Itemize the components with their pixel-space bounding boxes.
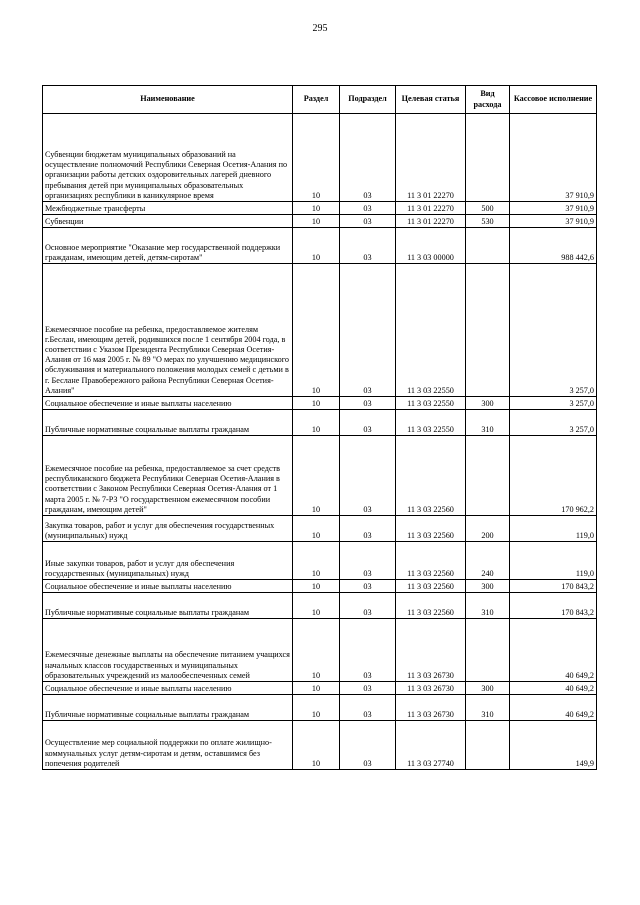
row-type xyxy=(466,619,510,682)
row-name: Социальное обеспечение и иные выплаты населению xyxy=(43,397,293,410)
table-row xyxy=(43,228,597,264)
row-name: Иные закупки товаров, работ и услуг для обеспечения государственных (муниципальных) нужд xyxy=(43,542,293,580)
row-section: 10 xyxy=(293,619,340,682)
row-exec: 40 649,2 xyxy=(510,682,597,695)
row-type: 200 xyxy=(466,516,510,542)
row-type: 500 xyxy=(466,202,510,215)
row-target: 11 3 03 22560 xyxy=(396,580,466,593)
row-subsection: 03 xyxy=(340,410,396,436)
row-section: 10 xyxy=(293,542,340,580)
row-subsection: 03 xyxy=(340,542,396,580)
row-name: Ежемесячное пособие на ребенка, предоставляемое жителям г.Беслан, имеющим детей, родившихся после 1 сентября 2004 года, в соответствии с Указом Президента Республики Северная Осетия-Алания от 16 мая 2005 г. № 89 "О мерах по улучшению медицинского обслуживания и материального положения молодых семей с детьми в г. Беслане Правобережного района Республики Северная Осетия-Алания" xyxy=(43,264,293,397)
row-target: 11 3 01 22270 xyxy=(396,215,466,228)
row-section: 10 xyxy=(293,397,340,410)
row-name: Субвенции бюджетам муниципальных образований на осуществление полномочий Республики Северная Осетия-Алания по организации работы детских оздоровительных лагерей дневного пребывания детей при муниципальных образовательных организациях республики в каникулярное время xyxy=(43,114,293,202)
row-exec: 37 910,9 xyxy=(510,215,597,228)
row-target: 11 3 03 22550 xyxy=(396,397,466,410)
row-target: 11 3 03 26730 xyxy=(396,682,466,695)
header-section: Раздел xyxy=(293,86,340,114)
row-section: 10 xyxy=(293,264,340,397)
page-number: 295 xyxy=(312,23,328,34)
row-target: 11 3 03 27740 xyxy=(396,721,466,770)
table-row xyxy=(43,721,597,770)
row-exec: 3 257,0 xyxy=(510,264,597,397)
row-exec: 40 649,2 xyxy=(510,619,597,682)
row-name: Публичные нормативные социальные выплаты гражданам xyxy=(43,593,293,619)
header-exec: Кассовое исполнение xyxy=(510,86,597,114)
row-subsection: 03 xyxy=(340,580,396,593)
row-target: 11 3 01 22270 xyxy=(396,202,466,215)
table-row xyxy=(43,542,597,580)
row-exec: 37 910,9 xyxy=(510,202,597,215)
row-exec: 170 843,2 xyxy=(510,593,597,619)
table-row xyxy=(43,264,597,397)
header-target: Целевая статья xyxy=(396,86,466,114)
row-name: Межбюджетные трансферты xyxy=(43,202,293,215)
header-name: Наименование xyxy=(43,86,293,114)
header-subsection: Подраздел xyxy=(340,86,396,114)
row-target: 11 3 03 22560 xyxy=(396,542,466,580)
table-row xyxy=(43,202,597,215)
table-row xyxy=(43,215,597,228)
row-exec: 119,0 xyxy=(510,542,597,580)
row-section: 10 xyxy=(293,695,340,721)
row-exec: 988 442,6 xyxy=(510,228,597,264)
row-section: 10 xyxy=(293,580,340,593)
row-subsection: 03 xyxy=(340,721,396,770)
row-exec: 40 649,2 xyxy=(510,695,597,721)
table-row xyxy=(43,410,597,436)
row-target: 11 3 03 22560 xyxy=(396,436,466,516)
row-section: 10 xyxy=(293,202,340,215)
row-section: 10 xyxy=(293,682,340,695)
row-subsection: 03 xyxy=(340,228,396,264)
table-row xyxy=(43,114,597,202)
row-target: 11 3 03 26730 xyxy=(396,695,466,721)
row-subsection: 03 xyxy=(340,593,396,619)
row-type: 310 xyxy=(466,410,510,436)
row-section: 10 xyxy=(293,593,340,619)
row-type: 530 xyxy=(466,215,510,228)
table-row xyxy=(43,619,597,682)
row-exec: 170 843,2 xyxy=(510,580,597,593)
row-subsection: 03 xyxy=(340,397,396,410)
row-type: 300 xyxy=(466,682,510,695)
row-target: 11 3 03 22560 xyxy=(396,516,466,542)
row-type: 240 xyxy=(466,542,510,580)
row-target: 11 3 03 22550 xyxy=(396,410,466,436)
row-name: Закупка товаров, работ и услуг для обеспечения государственных (муниципальных) нужд xyxy=(43,516,293,542)
row-section: 10 xyxy=(293,721,340,770)
row-name: Основное мероприятие "Оказание мер государственной поддержки гражданам, имеющим детей, детям-сиротам" xyxy=(43,228,293,264)
row-exec: 119,0 xyxy=(510,516,597,542)
row-name: Публичные нормативные социальные выплаты гражданам xyxy=(43,695,293,721)
row-name: Ежемесячные денежные выплаты на обеспечение питанием учащихся начальных классов государственных и муниципальных образовательных учреждений из малообеспеченных семей xyxy=(43,619,293,682)
header-type: Вид расхода xyxy=(466,86,510,114)
row-subsection: 03 xyxy=(340,682,396,695)
table-row xyxy=(43,695,597,721)
row-subsection: 03 xyxy=(340,114,396,202)
row-exec: 149,9 xyxy=(510,721,597,770)
row-subsection: 03 xyxy=(340,619,396,682)
table-row xyxy=(43,593,597,619)
table-row xyxy=(43,516,597,542)
row-type xyxy=(466,228,510,264)
budget-table xyxy=(42,85,597,770)
row-target: 11 3 01 22270 xyxy=(396,114,466,202)
row-type: 300 xyxy=(466,580,510,593)
row-subsection: 03 xyxy=(340,516,396,542)
row-section: 10 xyxy=(293,215,340,228)
table-row xyxy=(43,580,597,593)
row-section: 10 xyxy=(293,114,340,202)
row-target: 11 3 03 00000 xyxy=(396,228,466,264)
row-name: Публичные нормативные социальные выплаты гражданам xyxy=(43,410,293,436)
row-target: 11 3 03 22560 xyxy=(396,593,466,619)
row-exec: 170 962,2 xyxy=(510,436,597,516)
table-row xyxy=(43,436,597,516)
row-target: 11 3 03 22550 xyxy=(396,264,466,397)
row-exec: 3 257,0 xyxy=(510,397,597,410)
row-type: 310 xyxy=(466,593,510,619)
table-row xyxy=(43,682,597,695)
row-subsection: 03 xyxy=(340,264,396,397)
row-subsection: 03 xyxy=(340,695,396,721)
row-type xyxy=(466,721,510,770)
row-type xyxy=(466,264,510,397)
row-subsection: 03 xyxy=(340,202,396,215)
row-section: 10 xyxy=(293,228,340,264)
row-exec: 3 257,0 xyxy=(510,410,597,436)
row-subsection: 03 xyxy=(340,215,396,228)
row-name: Осуществление мер социальной поддержки по оплате жилищно-коммунальных услуг детям-сиротам и детям, оставшимся без попечения родителей xyxy=(43,721,293,770)
row-type xyxy=(466,114,510,202)
row-target: 11 3 03 26730 xyxy=(396,619,466,682)
row-name: Социальное обеспечение и иные выплаты населению xyxy=(43,580,293,593)
table-header-row xyxy=(43,86,597,114)
row-name: Ежемесячное пособие на ребенка, предоставляемое за счет средств республиканского бюджета Республики Северная Осетия-Алания в соответствии с Законом Республики Северная Осетия-Алания от 1 марта 2005 г. № 7-РЗ "О государственном ежемесячном пособии гражданам, имеющим детей" xyxy=(43,436,293,516)
row-exec: 37 910,9 xyxy=(510,114,597,202)
table-row xyxy=(43,397,597,410)
row-section: 10 xyxy=(293,516,340,542)
row-section: 10 xyxy=(293,436,340,516)
row-type: 310 xyxy=(466,695,510,721)
row-type: 300 xyxy=(466,397,510,410)
row-name: Субвенции xyxy=(43,215,293,228)
row-name: Социальное обеспечение и иные выплаты населению xyxy=(43,682,293,695)
row-subsection: 03 xyxy=(340,436,396,516)
row-type xyxy=(466,436,510,516)
row-section: 10 xyxy=(293,410,340,436)
